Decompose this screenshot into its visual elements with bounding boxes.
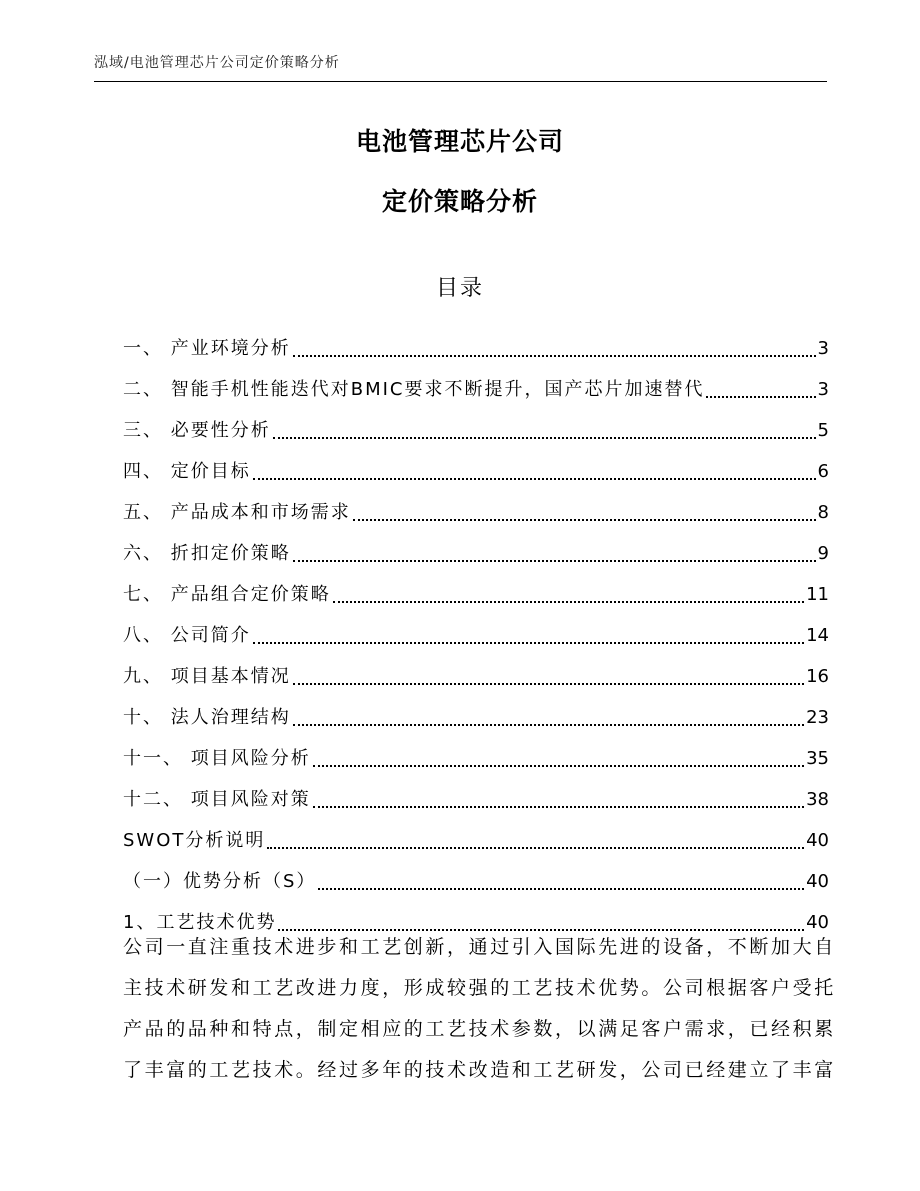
toc-entry-page: 35 <box>806 748 829 769</box>
toc-entry-label: 七、 产品组合定价策略 <box>123 584 331 605</box>
toc-leader-dots <box>293 355 816 357</box>
toc-entry[interactable] <box>123 814 829 855</box>
toc-entry-label: 六、 折扣定价策略 <box>123 543 291 564</box>
toc-entry-page: 16 <box>806 666 829 687</box>
toc-entry-label: SWOT分析说明 <box>123 830 266 851</box>
toc-entry-label: 五、 产品成本和市场需求 <box>123 502 351 523</box>
toc-entry-page: 23 <box>806 707 829 728</box>
toc-entry-label: 十二、 项目风险对策 <box>123 789 311 810</box>
toc-leader-dots <box>318 888 804 890</box>
toc-entry-label: 二、 智能手机性能迭代对BMIC要求不断提升，国产芯片加速替代 <box>123 379 705 400</box>
body-line: 产品的品种和特点，制定相应的工艺技术参数，以满足客户需求，已经积累 <box>123 1018 836 1040</box>
toc-heading: 目录 <box>435 276 484 301</box>
toc-entry-page: 3 <box>817 379 829 400</box>
toc-entry[interactable] <box>123 568 829 609</box>
toc-entry-page: 11 <box>806 584 829 605</box>
toc-entry-label: 1、工艺技术优势 <box>123 912 277 933</box>
body-line: 公司一直注重技术进步和工艺创新，通过引入国际先进的设备，不断加大自 <box>123 936 836 958</box>
toc-entry[interactable] <box>123 609 829 650</box>
toc-leader-dots <box>706 396 815 398</box>
toc-leader-dots <box>253 642 804 644</box>
toc-leader-dots <box>293 560 816 562</box>
toc-entry-page: 8 <box>817 502 829 523</box>
toc-entry[interactable] <box>123 363 829 404</box>
toc-leader-dots <box>293 724 804 726</box>
toc-entry-label: 十、 法人治理结构 <box>123 707 291 728</box>
table-of-contents <box>123 322 829 937</box>
toc-entry-label: 三、 必要性分析 <box>123 420 271 441</box>
body-line: 主技术研发和工艺改进力度，形成较强的工艺技术优势。公司根据客户受托 <box>123 977 836 999</box>
toc-entry-label: 八、 公司简介 <box>123 625 251 646</box>
toc-entry[interactable] <box>123 527 829 568</box>
document-title-line-1: 电池管理芯片公司 <box>355 127 564 156</box>
running-header: 泓域/电池管理芯片公司定价策略分析 <box>94 55 340 71</box>
toc-entry[interactable] <box>123 404 829 445</box>
document-title-line-2: 定价策略分析 <box>381 187 538 216</box>
toc-entry-page: 38 <box>806 789 829 810</box>
toc-entry[interactable] <box>123 445 829 486</box>
toc-entry-page: 9 <box>817 543 829 564</box>
toc-entry-page: 6 <box>817 461 829 482</box>
toc-leader-dots <box>353 519 816 521</box>
toc-entry-page: 3 <box>817 338 829 359</box>
toc-entry-label: 十一、 项目风险分析 <box>123 748 311 769</box>
toc-entry[interactable] <box>123 732 829 773</box>
toc-leader-dots <box>313 765 804 767</box>
toc-leader-dots <box>273 437 816 439</box>
toc-entry-label: 一、 产业环境分析 <box>123 338 291 359</box>
toc-entry-page: 14 <box>806 625 829 646</box>
toc-entry-page: 5 <box>817 420 829 441</box>
header-rule <box>94 81 827 82</box>
toc-entry-page: 40 <box>806 912 829 933</box>
body-line: 了丰富的工艺技术。经过多年的技术改造和工艺研发，公司已经建立了丰富 <box>123 1059 836 1081</box>
toc-entry[interactable] <box>123 486 829 527</box>
toc-entry[interactable] <box>123 691 829 732</box>
toc-entry-label: 四、 定价目标 <box>123 461 251 482</box>
toc-entry-label: （一）优势分析（S） <box>123 871 317 892</box>
toc-entry-page: 40 <box>806 871 829 892</box>
toc-leader-dots <box>253 478 816 480</box>
toc-entry[interactable] <box>123 773 829 814</box>
body-paragraph <box>123 927 836 1091</box>
toc-entry[interactable] <box>123 650 829 691</box>
toc-leader-dots <box>267 847 804 849</box>
toc-leader-dots <box>313 806 804 808</box>
toc-entry[interactable] <box>123 855 829 896</box>
toc-entry-label: 九、 项目基本情况 <box>123 666 291 687</box>
toc-entry[interactable] <box>123 322 829 363</box>
toc-leader-dots <box>333 601 804 603</box>
toc-entry-page: 40 <box>806 830 829 851</box>
toc-leader-dots <box>293 683 804 685</box>
